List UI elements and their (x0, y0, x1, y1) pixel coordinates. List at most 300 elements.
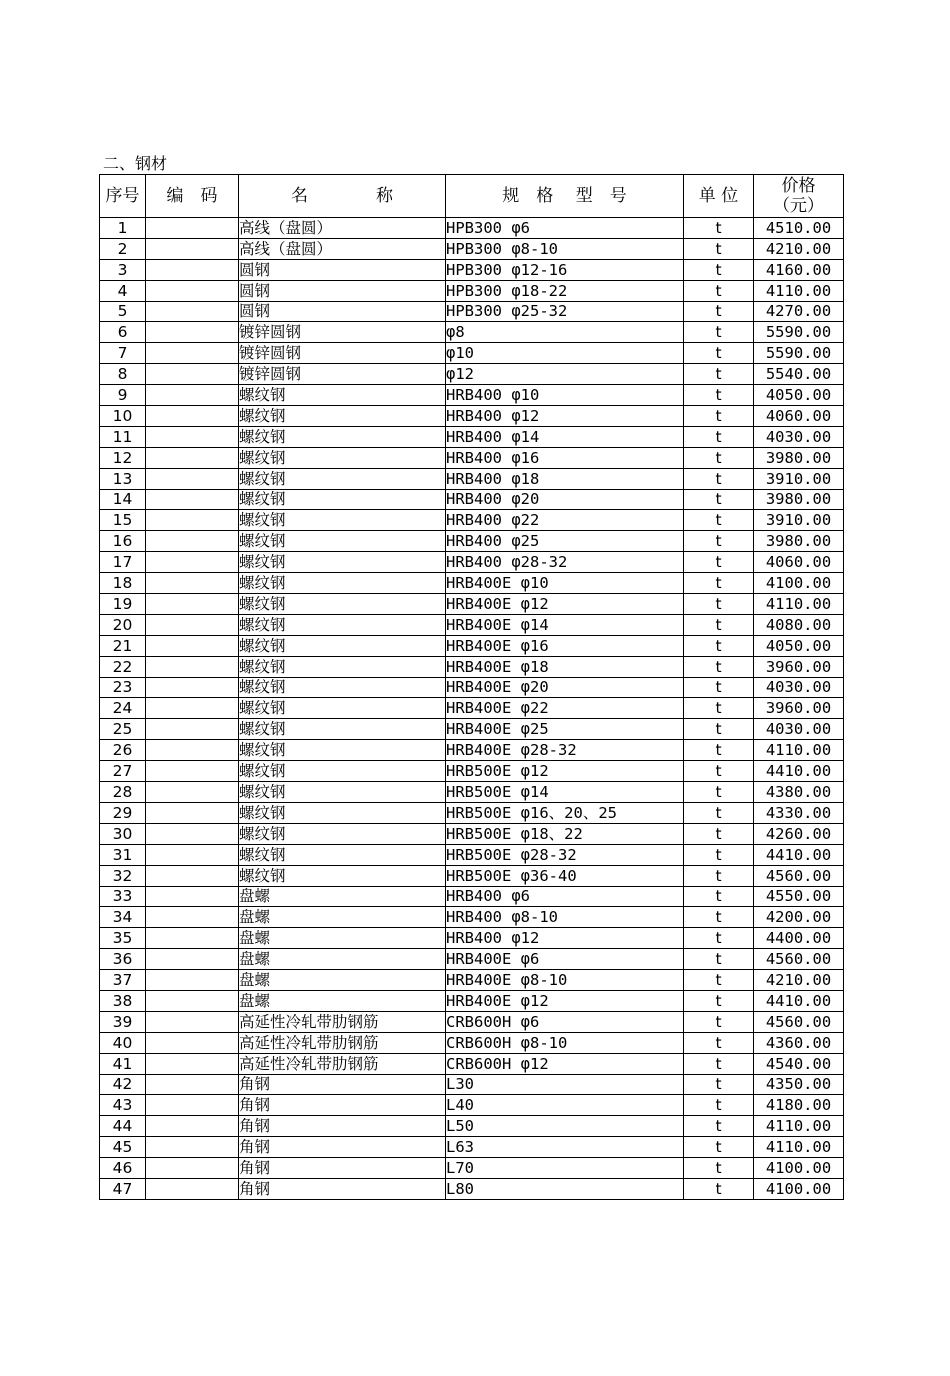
cell-unit: t (684, 447, 754, 468)
cell-code (146, 280, 239, 301)
table-row (100, 677, 844, 698)
cell-unit: t (684, 364, 754, 385)
table-row (100, 719, 844, 740)
cell-spec: HRB400 φ20 (446, 489, 684, 510)
cell-name: 盘螺 (239, 886, 446, 907)
cell-price: 4380.00 (754, 782, 844, 803)
cell-unit: t (684, 406, 754, 427)
cell-spec: L50 (446, 1116, 684, 1137)
cell-price: 4100.00 (754, 1158, 844, 1179)
cell-code (146, 1032, 239, 1053)
cell-unit: t (684, 844, 754, 865)
cell-name: 螺纹钢 (239, 552, 446, 573)
cell-seq: 10 (100, 406, 146, 427)
cell-unit: t (684, 1053, 754, 1074)
table-row (100, 886, 844, 907)
table-body (100, 218, 844, 1200)
cell-seq: 42 (100, 1074, 146, 1095)
cell-name: 螺纹钢 (239, 656, 446, 677)
cell-name: 镀锌圆钢 (239, 364, 446, 385)
cell-code (146, 594, 239, 615)
header-seq: 序号 (100, 175, 146, 218)
cell-unit: t (684, 928, 754, 949)
cell-unit: t (684, 343, 754, 364)
cell-seq: 19 (100, 594, 146, 615)
cell-name: 螺纹钢 (239, 823, 446, 844)
cell-seq: 33 (100, 886, 146, 907)
cell-code (146, 552, 239, 573)
cell-spec: HRB400 φ10 (446, 385, 684, 406)
cell-spec: HRB400 φ25 (446, 531, 684, 552)
cell-code (146, 865, 239, 886)
cell-unit: t (684, 385, 754, 406)
cell-seq: 4 (100, 280, 146, 301)
header-name: 名 称 (239, 175, 446, 218)
cell-name: 圆钢 (239, 280, 446, 301)
cell-price: 4560.00 (754, 865, 844, 886)
cell-name: 螺纹钢 (239, 426, 446, 447)
cell-price: 4050.00 (754, 635, 844, 656)
cell-name: 螺纹钢 (239, 614, 446, 635)
cell-name: 角钢 (239, 1074, 446, 1095)
table-row (100, 656, 844, 677)
cell-name: 盘螺 (239, 949, 446, 970)
cell-spec: HRB400E φ14 (446, 614, 684, 635)
cell-price: 5590.00 (754, 343, 844, 364)
cell-spec: HRB500E φ14 (446, 782, 684, 803)
cell-name: 镀锌圆钢 (239, 322, 446, 343)
cell-unit: t (684, 531, 754, 552)
cell-name: 角钢 (239, 1178, 446, 1199)
cell-seq: 37 (100, 970, 146, 991)
cell-price: 4160.00 (754, 259, 844, 280)
cell-name: 角钢 (239, 1158, 446, 1179)
cell-seq: 22 (100, 656, 146, 677)
table-row (100, 218, 844, 239)
cell-price: 4030.00 (754, 426, 844, 447)
cell-spec: HRB400E φ8-10 (446, 970, 684, 991)
table-row (100, 1074, 844, 1095)
cell-price: 4050.00 (754, 385, 844, 406)
table-row (100, 949, 844, 970)
table-row (100, 1158, 844, 1179)
cell-unit: t (684, 907, 754, 928)
cell-code (146, 489, 239, 510)
cell-price: 3960.00 (754, 656, 844, 677)
table-row (100, 594, 844, 615)
cell-name: 螺纹钢 (239, 865, 446, 886)
table-row (100, 489, 844, 510)
cell-price: 4550.00 (754, 886, 844, 907)
table-row (100, 280, 844, 301)
table-row (100, 614, 844, 635)
cell-unit: t (684, 238, 754, 259)
table-row (100, 698, 844, 719)
table-row (100, 761, 844, 782)
cell-spec: HRB400E φ10 (446, 573, 684, 594)
cell-code (146, 301, 239, 322)
cell-seq: 16 (100, 531, 146, 552)
cell-price: 3980.00 (754, 447, 844, 468)
cell-seq: 35 (100, 928, 146, 949)
cell-name: 高延性冷轧带肋钢筋 (239, 1053, 446, 1074)
cell-code (146, 823, 239, 844)
cell-name: 镀锌圆钢 (239, 343, 446, 364)
cell-price: 5590.00 (754, 322, 844, 343)
table-row (100, 1095, 844, 1116)
cell-price: 4410.00 (754, 990, 844, 1011)
cell-unit: t (684, 990, 754, 1011)
cell-name: 螺纹钢 (239, 510, 446, 531)
cell-unit: t (684, 594, 754, 615)
cell-name: 螺纹钢 (239, 406, 446, 427)
cell-name: 高延性冷轧带肋钢筋 (239, 1032, 446, 1053)
cell-name: 螺纹钢 (239, 677, 446, 698)
cell-seq: 47 (100, 1178, 146, 1199)
cell-price: 4060.00 (754, 552, 844, 573)
cell-price: 4110.00 (754, 1137, 844, 1158)
table-row (100, 802, 844, 823)
cell-price: 4410.00 (754, 844, 844, 865)
cell-spec: CRB600H φ8-10 (446, 1032, 684, 1053)
cell-seq: 17 (100, 552, 146, 573)
cell-name: 高线（盘圆） (239, 218, 446, 239)
header-code: 编 码 (146, 175, 239, 218)
cell-unit: t (684, 1178, 754, 1199)
cell-code (146, 635, 239, 656)
cell-code (146, 1116, 239, 1137)
cell-name: 螺纹钢 (239, 531, 446, 552)
table-row (100, 238, 844, 259)
cell-seq: 2 (100, 238, 146, 259)
cell-seq: 23 (100, 677, 146, 698)
table-row (100, 531, 844, 552)
cell-seq: 29 (100, 802, 146, 823)
cell-price: 3910.00 (754, 468, 844, 489)
cell-spec: CRB600H φ12 (446, 1053, 684, 1074)
cell-price: 4100.00 (754, 573, 844, 594)
cell-price: 4110.00 (754, 1116, 844, 1137)
cell-seq: 43 (100, 1095, 146, 1116)
table-row (100, 259, 844, 280)
table-row (100, 990, 844, 1011)
cell-name: 螺纹钢 (239, 782, 446, 803)
cell-spec: φ8 (446, 322, 684, 343)
cell-unit: t (684, 1116, 754, 1137)
section-title: 二、钢材 (103, 154, 168, 173)
cell-spec: HRB400 φ12 (446, 406, 684, 427)
cell-code (146, 573, 239, 594)
cell-spec: HRB400E φ20 (446, 677, 684, 698)
table-row (100, 301, 844, 322)
cell-name: 角钢 (239, 1137, 446, 1158)
cell-spec: φ12 (446, 364, 684, 385)
cell-name: 螺纹钢 (239, 385, 446, 406)
cell-unit: t (684, 322, 754, 343)
cell-spec: HPB300 φ18-22 (446, 280, 684, 301)
cell-unit: t (684, 719, 754, 740)
cell-price: 4560.00 (754, 1011, 844, 1032)
table-row (100, 928, 844, 949)
cell-name: 高延性冷轧带肋钢筋 (239, 1011, 446, 1032)
cell-spec: HRB400E φ28-32 (446, 740, 684, 761)
cell-unit: t (684, 865, 754, 886)
cell-spec: HRB400E φ12 (446, 594, 684, 615)
cell-seq: 25 (100, 719, 146, 740)
cell-spec: HRB500E φ36-40 (446, 865, 684, 886)
cell-unit: t (684, 886, 754, 907)
cell-price: 3910.00 (754, 510, 844, 531)
cell-unit: t (684, 218, 754, 239)
cell-unit: t (684, 468, 754, 489)
cell-unit: t (684, 426, 754, 447)
cell-name: 圆钢 (239, 259, 446, 280)
cell-name: 螺纹钢 (239, 740, 446, 761)
cell-name: 高线（盘圆） (239, 238, 446, 259)
table-row (100, 865, 844, 886)
cell-code (146, 740, 239, 761)
cell-code (146, 949, 239, 970)
header-unit: 单 位 (684, 175, 754, 218)
cell-code (146, 510, 239, 531)
cell-seq: 13 (100, 468, 146, 489)
cell-unit: t (684, 740, 754, 761)
cell-spec: HPB300 φ8-10 (446, 238, 684, 259)
cell-unit: t (684, 1074, 754, 1095)
cell-unit: t (684, 614, 754, 635)
table-row (100, 907, 844, 928)
cell-seq: 3 (100, 259, 146, 280)
cell-price: 4560.00 (754, 949, 844, 970)
table-header (100, 175, 844, 218)
cell-seq: 28 (100, 782, 146, 803)
cell-spec: L70 (446, 1158, 684, 1179)
table-row (100, 1178, 844, 1199)
cell-spec: HRB400E φ22 (446, 698, 684, 719)
cell-code (146, 1074, 239, 1095)
cell-seq: 41 (100, 1053, 146, 1074)
cell-code (146, 886, 239, 907)
cell-spec: HRB500E φ18、22 (446, 823, 684, 844)
cell-spec: L80 (446, 1178, 684, 1199)
cell-price: 4260.00 (754, 823, 844, 844)
header-price-line2: （元） (773, 196, 824, 216)
cell-spec: HRB500E φ28-32 (446, 844, 684, 865)
cell-spec: L30 (446, 1074, 684, 1095)
header-price (754, 175, 844, 218)
table-row (100, 1032, 844, 1053)
cell-spec: HRB400E φ25 (446, 719, 684, 740)
table-row (100, 1116, 844, 1137)
cell-name: 螺纹钢 (239, 594, 446, 615)
cell-unit: t (684, 1011, 754, 1032)
cell-code (146, 364, 239, 385)
table-row (100, 1011, 844, 1032)
cell-seq: 30 (100, 823, 146, 844)
cell-name: 螺纹钢 (239, 698, 446, 719)
table-row (100, 1137, 844, 1158)
cell-unit: t (684, 970, 754, 991)
cell-code (146, 970, 239, 991)
cell-unit: t (684, 1032, 754, 1053)
header-row (100, 175, 844, 218)
cell-unit: t (684, 802, 754, 823)
cell-unit: t (684, 677, 754, 698)
cell-unit: t (684, 782, 754, 803)
cell-name: 角钢 (239, 1095, 446, 1116)
cell-seq: 5 (100, 301, 146, 322)
table-row (100, 406, 844, 427)
cell-seq: 6 (100, 322, 146, 343)
cell-price: 4100.00 (754, 1178, 844, 1199)
cell-price: 4110.00 (754, 594, 844, 615)
table-row (100, 635, 844, 656)
cell-seq: 11 (100, 426, 146, 447)
cell-name: 螺纹钢 (239, 635, 446, 656)
table-row (100, 447, 844, 468)
cell-price: 5540.00 (754, 364, 844, 385)
cell-unit: t (684, 1137, 754, 1158)
table-row (100, 510, 844, 531)
cell-spec: HRB500E φ16、20、25 (446, 802, 684, 823)
cell-spec: HRB500E φ12 (446, 761, 684, 782)
cell-name: 螺纹钢 (239, 719, 446, 740)
cell-unit: t (684, 1158, 754, 1179)
cell-seq: 14 (100, 489, 146, 510)
cell-spec: HRB400 φ16 (446, 447, 684, 468)
table-row (100, 385, 844, 406)
cell-seq: 26 (100, 740, 146, 761)
cell-seq: 34 (100, 907, 146, 928)
cell-price: 4410.00 (754, 761, 844, 782)
cell-spec: φ10 (446, 343, 684, 364)
cell-unit: t (684, 949, 754, 970)
cell-price: 4360.00 (754, 1032, 844, 1053)
cell-code (146, 468, 239, 489)
cell-unit: t (684, 1095, 754, 1116)
cell-code (146, 907, 239, 928)
cell-name: 圆钢 (239, 301, 446, 322)
cell-name: 角钢 (239, 1116, 446, 1137)
cell-code (146, 447, 239, 468)
table-row (100, 844, 844, 865)
cell-code (146, 343, 239, 364)
table-row (100, 552, 844, 573)
cell-name: 盘螺 (239, 970, 446, 991)
cell-name: 螺纹钢 (239, 468, 446, 489)
cell-price: 4200.00 (754, 907, 844, 928)
cell-seq: 15 (100, 510, 146, 531)
cell-name: 盘螺 (239, 907, 446, 928)
table-row (100, 322, 844, 343)
cell-code (146, 677, 239, 698)
cell-price: 4510.00 (754, 218, 844, 239)
cell-seq: 39 (100, 1011, 146, 1032)
cell-name: 盘螺 (239, 928, 446, 949)
cell-unit: t (684, 280, 754, 301)
cell-unit: t (684, 823, 754, 844)
cell-code (146, 719, 239, 740)
cell-code (146, 531, 239, 552)
cell-code (146, 782, 239, 803)
header-price-line1: 价格 (781, 176, 816, 196)
cell-code (146, 406, 239, 427)
cell-name: 螺纹钢 (239, 802, 446, 823)
cell-unit: t (684, 573, 754, 594)
cell-seq: 18 (100, 573, 146, 594)
cell-price: 4030.00 (754, 719, 844, 740)
cell-code (146, 928, 239, 949)
cell-seq: 21 (100, 635, 146, 656)
header-spec: 规 格 型 号 (446, 175, 684, 218)
cell-price: 4060.00 (754, 406, 844, 427)
cell-unit: t (684, 552, 754, 573)
cell-seq: 8 (100, 364, 146, 385)
table-row (100, 740, 844, 761)
cell-code (146, 218, 239, 239)
table-row (100, 468, 844, 489)
cell-seq: 27 (100, 761, 146, 782)
cell-spec: HRB400 φ18 (446, 468, 684, 489)
cell-spec: HRB400 φ28-32 (446, 552, 684, 573)
cell-spec: CRB600H φ6 (446, 1011, 684, 1032)
cell-seq: 36 (100, 949, 146, 970)
cell-code (146, 385, 239, 406)
cell-seq: 32 (100, 865, 146, 886)
cell-unit: t (684, 761, 754, 782)
cell-code (146, 1011, 239, 1032)
cell-price: 4350.00 (754, 1074, 844, 1095)
cell-code (146, 1137, 239, 1158)
cell-spec: HPB300 φ12-16 (446, 259, 684, 280)
cell-seq: 38 (100, 990, 146, 1011)
cell-unit: t (684, 301, 754, 322)
cell-spec: HRB400E φ18 (446, 656, 684, 677)
cell-spec: HRB400 φ22 (446, 510, 684, 531)
cell-seq: 31 (100, 844, 146, 865)
steel-price-table (99, 174, 844, 1200)
cell-price: 3980.00 (754, 531, 844, 552)
table-row (100, 970, 844, 991)
cell-price: 3960.00 (754, 698, 844, 719)
cell-spec: HPB300 φ25-32 (446, 301, 684, 322)
cell-spec: HRB400 φ14 (446, 426, 684, 447)
cell-code (146, 844, 239, 865)
cell-unit: t (684, 259, 754, 280)
cell-seq: 12 (100, 447, 146, 468)
cell-unit: t (684, 635, 754, 656)
cell-name: 螺纹钢 (239, 844, 446, 865)
cell-price: 4110.00 (754, 740, 844, 761)
cell-spec: HRB400E φ16 (446, 635, 684, 656)
cell-seq: 44 (100, 1116, 146, 1137)
cell-price: 3980.00 (754, 489, 844, 510)
cell-code (146, 698, 239, 719)
cell-code (146, 614, 239, 635)
cell-code (146, 656, 239, 677)
cell-code (146, 761, 239, 782)
cell-seq: 46 (100, 1158, 146, 1179)
cell-name: 螺纹钢 (239, 761, 446, 782)
cell-code (146, 1158, 239, 1179)
cell-spec: HRB400E φ6 (446, 949, 684, 970)
cell-code (146, 426, 239, 447)
cell-price: 4540.00 (754, 1053, 844, 1074)
cell-price: 4210.00 (754, 238, 844, 259)
cell-name: 螺纹钢 (239, 447, 446, 468)
cell-seq: 24 (100, 698, 146, 719)
cell-spec: HRB400 φ8-10 (446, 907, 684, 928)
